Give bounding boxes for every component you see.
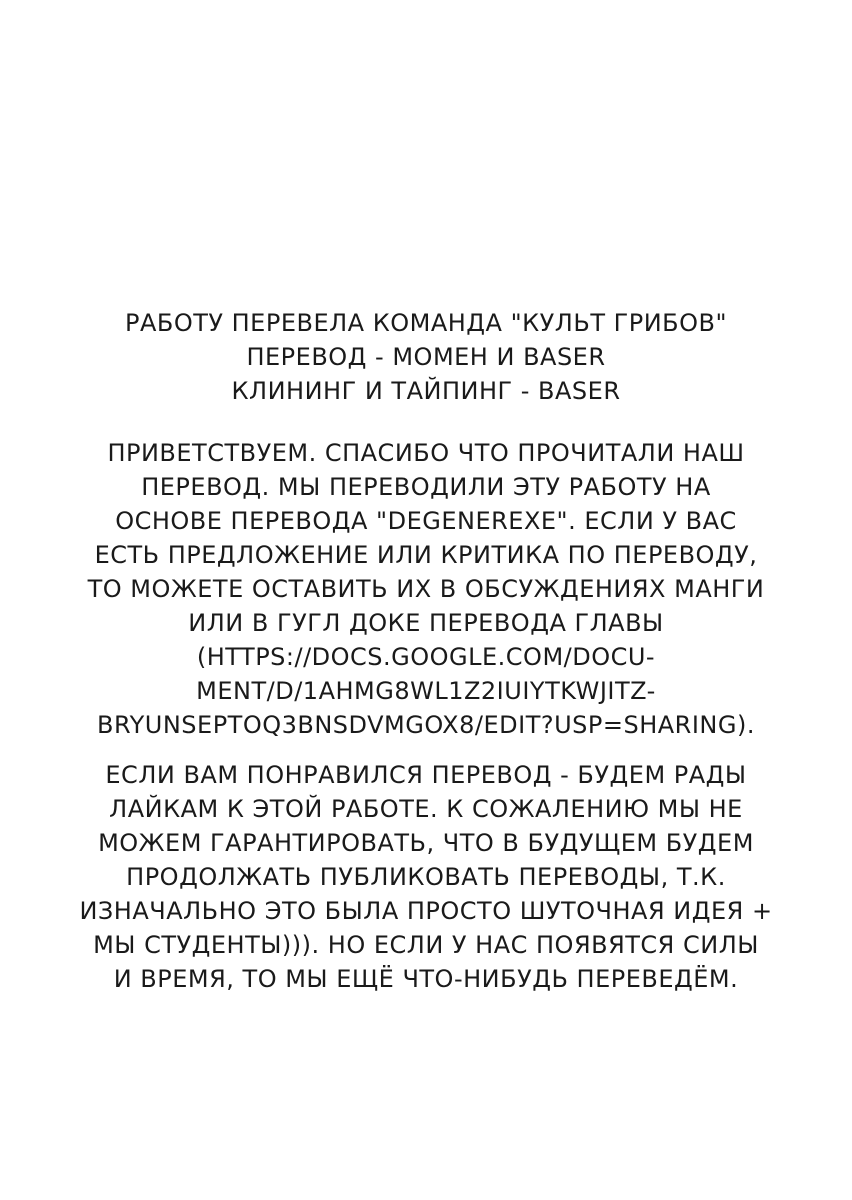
credits-line-cleaning: КЛИНИНГ И ТАЙПИНГ - BASER [231, 377, 621, 405]
closing-line: ЛАЙКАМ К ЭТОЙ РАБОТЕ. К СОЖАЛЕНИЮ МЫ НЕ [109, 795, 743, 823]
doc-link-line: (HTTPS://DOCS.GOOGLE.COM/DOCU- [196, 643, 656, 671]
greeting-line: ПРИВЕТСТВУЕМ. СПАСИБО ЧТО ПРОЧИТАЛИ НАШ [107, 439, 745, 467]
greeting-paragraph [40, 436, 812, 742]
greeting-line: ТО МОЖЕТЕ ОСТАВИТЬ ИХ В ОБСУЖДЕНИЯХ МАНГИ [87, 575, 765, 603]
doc-link-line: MENT/D/1AHMG8WL1Z2IUIYTKWJITZ- [196, 677, 656, 705]
credits-line-team: РАБОТУ ПЕРЕВЕЛА КОМАНДА "КУЛЬТ ГРИБОВ" [124, 309, 728, 337]
greeting-line: ПЕРЕВОД. МЫ ПЕРЕВОДИЛИ ЭТУ РАБОТУ НА [141, 473, 711, 501]
greeting-line: ЕСТЬ ПРЕДЛОЖЕНИЕ ИЛИ КРИТИКА ПО ПЕРЕВОДУ, [94, 541, 758, 569]
closing-line: ЕСЛИ ВАМ ПОНРАВИЛСЯ ПЕРЕВОД - БУДЕМ РАДЫ [105, 761, 747, 789]
greeting-line: ОСНОВЕ ПЕРЕВОДА "DEGENEREXE". ЕСЛИ У ВАС [115, 507, 737, 535]
closing-line: И ВРЕМЯ, ТО МЫ ЕЩЁ ЧТО-НИБУДЬ ПЕРЕВЕДЁМ. [113, 965, 739, 993]
closing-paragraph [40, 758, 812, 996]
credits-line-translation: ПЕРЕВОД - МОМЕН И BASER [246, 343, 606, 371]
closing-line: ПРОДОЛЖАТЬ ПУБЛИКОВАТЬ ПЕРЕВОДЫ, Т.К. [126, 863, 726, 891]
credits-block [40, 306, 812, 408]
greeting-line: ИЛИ В ГУГЛ ДОКЕ ПЕРЕВОДА ГЛАВЫ [188, 609, 664, 637]
closing-line: МЫ СТУДЕНТЫ))). НО ЕСЛИ У НАС ПОЯВЯТСЯ СИЛЫ [93, 931, 759, 959]
closing-line: МОЖЕМ ГАРАНТИРОВАТЬ, ЧТО В БУДУЩЕМ БУДЕМ [98, 829, 754, 857]
closing-line: ИЗНАЧАЛЬНО ЭТО БЫЛА ПРОСТО ШУТОЧНАЯ ИДЕЯ + [79, 897, 773, 925]
doc-link-line: BRYUNSEPTOQ3BNSDVMGOX8/EDIT?USP=SHARING). [97, 711, 755, 739]
